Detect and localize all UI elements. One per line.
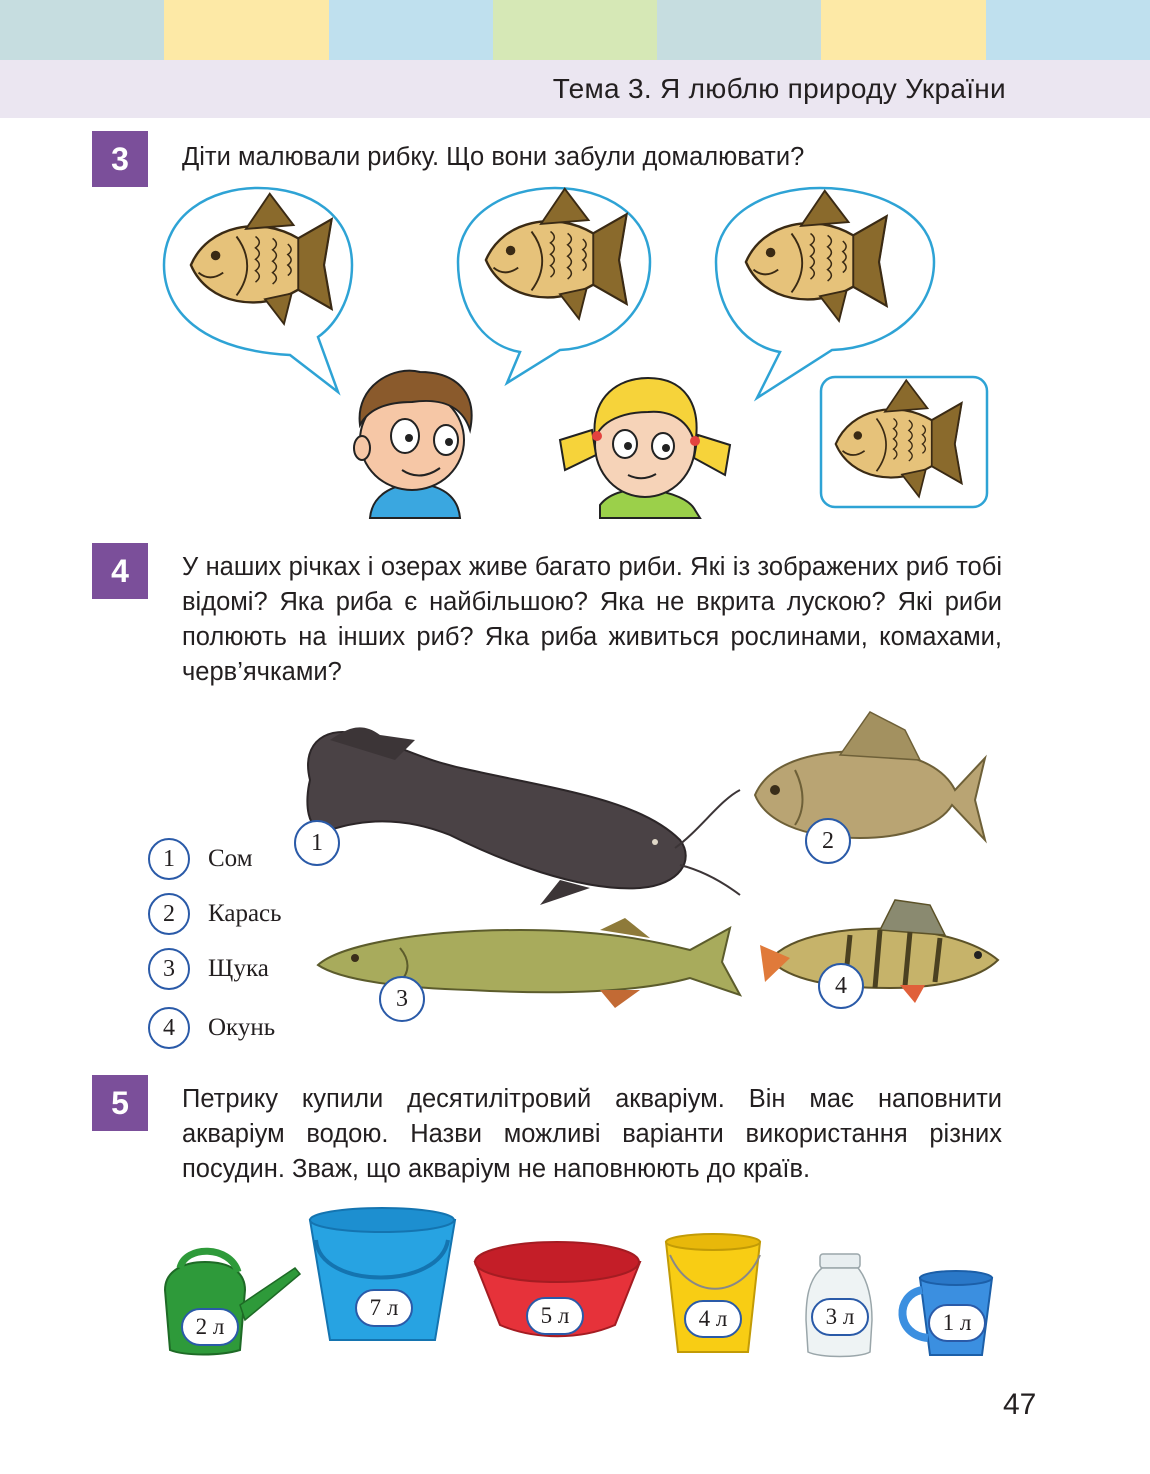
task-number-badge: 4	[92, 543, 148, 599]
perch-photo	[760, 900, 998, 1003]
crucian-carp-photo	[755, 712, 985, 840]
legend-name: Щука	[208, 955, 269, 982]
speech-bubble	[164, 188, 352, 392]
volume-label: 5 л	[526, 1297, 584, 1335]
volume-label: 3 л	[811, 1298, 869, 1336]
answer-fish-box	[821, 377, 987, 507]
fish-photo-label: 1	[294, 820, 340, 866]
fish-photo-label: 4	[818, 963, 864, 1009]
task-number-badge: 3	[92, 131, 148, 187]
legend-name: Окунь	[208, 1014, 276, 1041]
volume-label: 2 л	[181, 1308, 239, 1346]
speech-bubble	[458, 188, 650, 383]
page-number: 47	[1003, 1388, 1037, 1421]
legend-name: Сом	[208, 845, 253, 872]
legend-number: 4	[148, 1007, 190, 1049]
topic-title: Тема 3. Я люблю природу України	[552, 73, 1006, 104]
yellow-bucket-illustration	[658, 1234, 771, 1360]
volume-label: 4 л	[684, 1300, 742, 1338]
legend-name: Карась	[208, 900, 282, 927]
fish-photo-label: 3	[379, 976, 425, 1022]
legend-number: 2	[148, 893, 190, 935]
catfish-photo	[307, 727, 740, 905]
legend-number: 3	[148, 948, 190, 990]
task-3-text: Діти малювали рибку. Що вони забули домалювати?	[182, 143, 805, 171]
task-4-text: У наших річках і озерах живе багато риби. Які із зображених риб тобі відомі? Яка риба є найбільшою? Яка не вкрита лускою? Які риби полюють на інших риб? Яка риба живиться рослинами, комахами, черв’ячками?	[182, 553, 1002, 686]
volume-label: 1 л	[928, 1304, 986, 1342]
girl-illustration	[560, 378, 730, 518]
task-number-badge: 5	[92, 1075, 148, 1131]
boy-illustration	[354, 371, 472, 518]
speech-bubble	[716, 188, 934, 398]
legend-number: 1	[148, 838, 190, 880]
task-5-text: Петрику купили десятилітровий акваріум. Він має наповнити акваріум водою. Назви можливі варіанти використання різних посудин. Зваж, що акваріум не наповнюють до країв.	[182, 1085, 1002, 1183]
volume-label: 7 л	[355, 1289, 413, 1327]
fish-photo-label: 2	[805, 818, 851, 864]
